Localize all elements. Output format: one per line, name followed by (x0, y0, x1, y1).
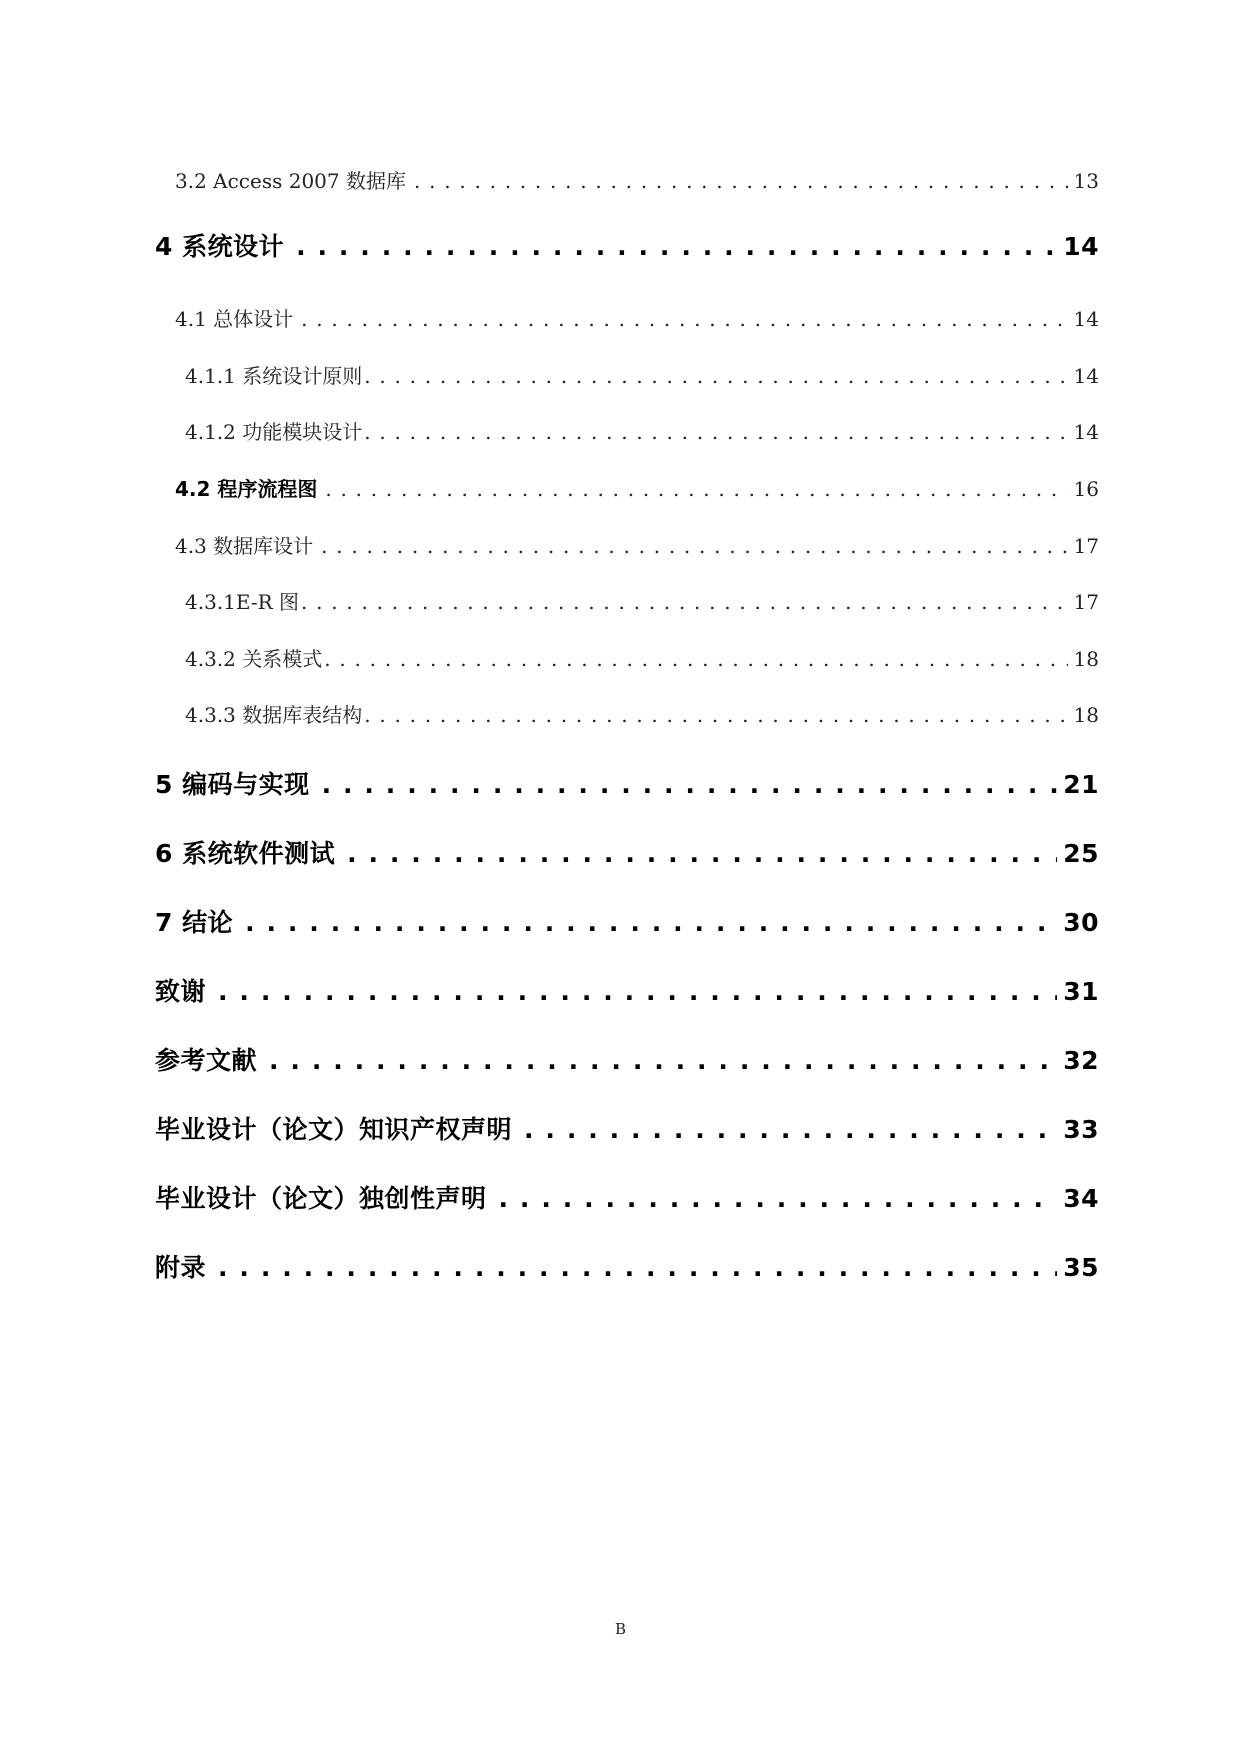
dot-leader (499, 1184, 1058, 1213)
dot-leader (414, 169, 1068, 193)
toc-entry-page: 16 (1073, 477, 1099, 501)
toc-entry-title: 4.1 总体设计 (175, 307, 294, 331)
dot-leader (324, 647, 1067, 671)
toc-entry-title: 参考文献 (155, 1046, 258, 1075)
dot-leader (301, 307, 1067, 331)
toc-entry-title: 附录 (155, 1253, 207, 1282)
dot-leader (296, 232, 1057, 261)
toc-entry-appendix[interactable] (155, 1248, 1099, 1282)
dot-leader (524, 1115, 1057, 1144)
dot-leader (218, 1253, 1057, 1282)
toc-entry-4-3-1-er-diagram[interactable] (185, 586, 1099, 614)
toc-entry-title: 6 系统软件测试 (155, 839, 336, 868)
toc-entry-title: 4.3.1E-R 图 (185, 590, 300, 614)
dot-leader (364, 364, 1067, 388)
toc-entry-title: 7 结论 (155, 908, 234, 937)
toc-entry-4-3-2-relational-schema[interactable] (185, 643, 1099, 671)
toc-entry-page: 21 (1063, 770, 1099, 799)
toc-entry-originality-statement[interactable] (155, 1179, 1099, 1213)
toc-entry-title: 5 编码与实现 (155, 770, 310, 799)
dot-leader (347, 839, 1057, 868)
toc-entry-5-implementation[interactable] (155, 765, 1099, 799)
dot-leader (245, 908, 1057, 937)
toc-entry-title: 4.3 数据库设计 (175, 534, 314, 558)
dot-leader (325, 477, 1067, 501)
toc-entry-title: 毕业设计（论文）知识产权声明 (155, 1115, 513, 1144)
toc-entry-ip-statement[interactable] (155, 1110, 1099, 1144)
toc-entry-title: 4.1.1 系统设计原则 (185, 364, 363, 388)
toc-entry-page: 14 (1063, 232, 1099, 261)
dot-leader (218, 977, 1057, 1006)
toc-entry-title: 致谢 (155, 977, 207, 1006)
toc-entry-page: 18 (1073, 647, 1099, 671)
toc-entry-page: 13 (1073, 169, 1099, 193)
toc-entry-4-system-design[interactable] (155, 227, 1099, 261)
toc-entry-page: 14 (1073, 364, 1099, 388)
toc-entry-page: 32 (1063, 1046, 1099, 1075)
toc-entry-page: 30 (1063, 908, 1099, 937)
toc-entry-title: 4.3.2 关系模式 (185, 647, 323, 671)
toc-entry-4-1-overall-design[interactable] (175, 303, 1099, 331)
toc-entry-title: 4.3.3 数据库表结构 (185, 703, 363, 727)
toc-entry-7-conclusion[interactable] (155, 903, 1099, 937)
toc-entry-4-3-3-table-structure[interactable] (185, 699, 1099, 727)
toc-entry-page: 33 (1063, 1115, 1099, 1144)
toc-entry-6-testing[interactable] (155, 834, 1099, 868)
toc-entry-4-2-flowchart[interactable] (175, 473, 1099, 501)
page-number: B (614, 1620, 627, 1638)
toc-entry-4-1-2-module-design[interactable] (185, 416, 1099, 444)
dot-leader (321, 534, 1067, 558)
toc-entry-page: 17 (1073, 590, 1099, 614)
dot-leader (364, 420, 1067, 444)
toc-entry-title: 3.2 Access 2007 数据库 (175, 169, 406, 193)
toc-entry-title: 毕业设计（论文）独创性声明 (155, 1184, 487, 1213)
toc-entry-page: 14 (1073, 420, 1099, 444)
toc-entry-title: 4.2 程序流程图 (175, 477, 318, 501)
toc-entry-4-1-1-design-principles[interactable] (185, 360, 1099, 388)
dot-leader (269, 1046, 1057, 1075)
toc-entry-page: 14 (1073, 307, 1099, 331)
toc-entry-page: 25 (1063, 839, 1099, 868)
toc-entry-page: 34 (1063, 1184, 1099, 1213)
toc-entry-acknowledgements[interactable] (155, 972, 1099, 1006)
dot-leader (322, 770, 1058, 799)
dot-leader (364, 703, 1067, 727)
toc-entry-page: 31 (1063, 977, 1099, 1006)
toc-entry-page: 17 (1073, 534, 1099, 558)
toc-entry-3-2-access[interactable] (175, 165, 1099, 193)
toc-entry-page: 35 (1063, 1253, 1099, 1282)
dot-leader (301, 590, 1068, 614)
toc-entry-references[interactable] (155, 1041, 1099, 1075)
toc-entry-title: 4.1.2 功能模块设计 (185, 420, 363, 444)
toc-entry-page: 18 (1073, 703, 1099, 727)
toc-entry-title: 4 系统设计 (155, 232, 285, 261)
toc-entry-4-3-database-design[interactable] (175, 530, 1099, 558)
